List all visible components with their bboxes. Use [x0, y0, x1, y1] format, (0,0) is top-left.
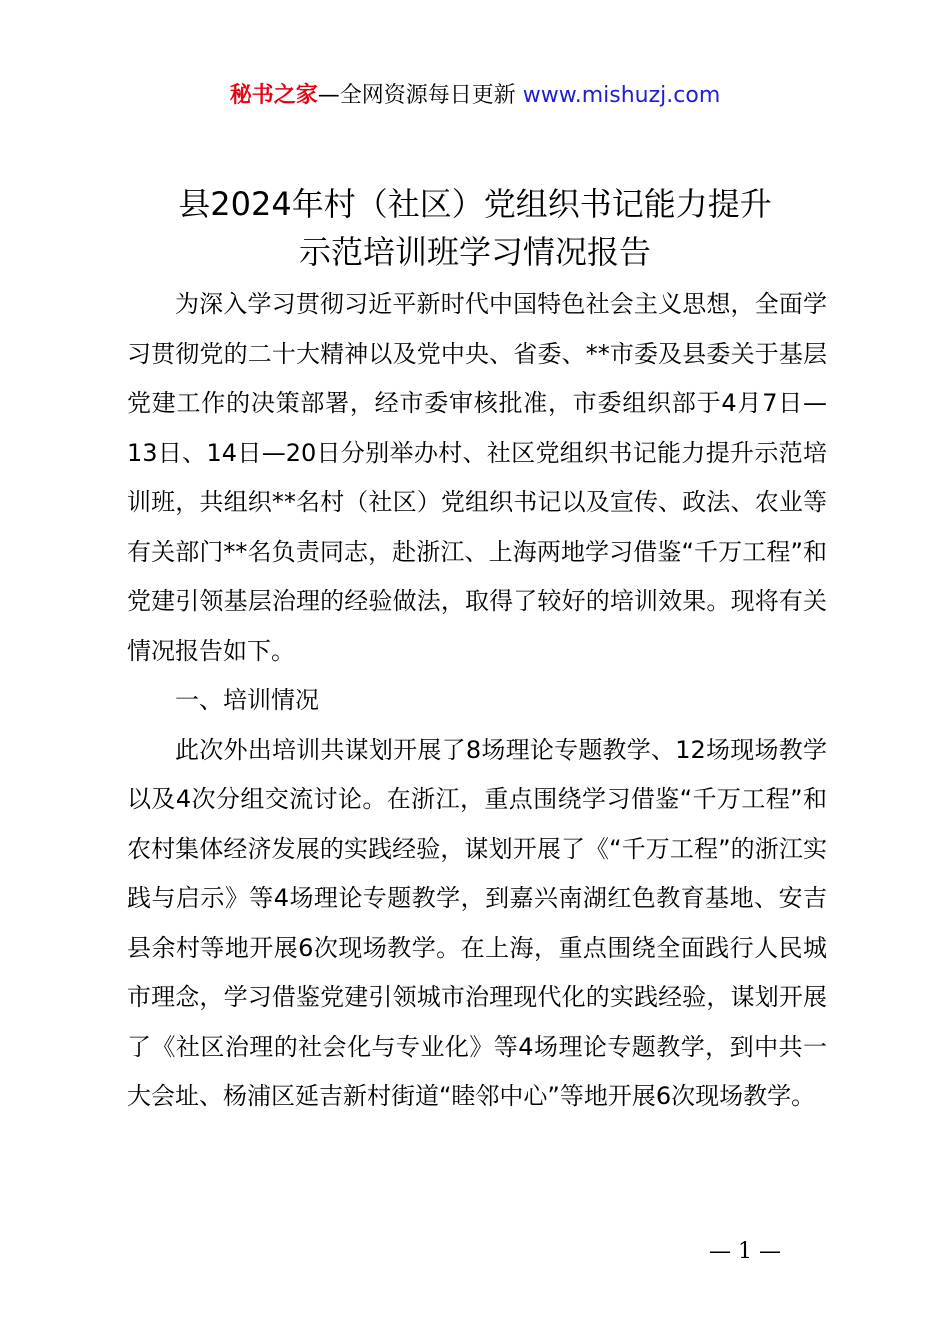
- site-url-link[interactable]: www.mishuzj.com: [522, 83, 721, 108]
- site-slogan: —全网资源每日更新: [317, 83, 523, 108]
- section-heading: 一、培训情况: [175, 686, 319, 714]
- page-number: — 1 —: [709, 1239, 781, 1264]
- document-title-line-1: 县2024年村（社区）党组织书记能力提升: [178, 185, 772, 223]
- section-paragraph: 此次外出培训共谋划开展了8场理论专题教学、12场现场教学以及4次分组交流讨论。在浙江，重点围绕学习借鉴“千万工程”和农村集体经济发展的实践经验，谋划开展了《“千万工程”的浙江实践与启示》等4场理论专题教学，到嘉兴南湖红色教育基地、安吉县余村等地开展6次现场教学。在上海，重点围绕全面践行人民城市理念，学习借鉴党建引领城市治理现代化的实践经验，谋划开展了《社区治理的社会化与专业化》等4场理论专题教学，到中共一大会址、杨浦区延吉新村街道“睦邻中心”等地开展6次现场教学。: [127, 735, 827, 1110]
- document-title-line-2: 示范培训班学习情况报告: [298, 233, 651, 271]
- site-brand: 秘书之家: [229, 83, 318, 108]
- intro-paragraph: 为深入学习贯彻习近平新时代中国特色社会主义思想，全面学习贯彻党的二十大精神以及党中央、省委、**市委及县委关于基层党建工作的决策部署，经市委审核批准，市委组织部于4月7日—13日、14日—20日分别举办村、社区党组织书记能力提升示范培训班，共组织**名村（社区）党组织书记以及宣传、政法、农业等有关部门**名负责同志，赴浙江、上海两地学习借鉴“千万工程”和党建引领基层治理的经验做法，取得了较好的培训效果。现将有关情况报告如下。: [127, 290, 827, 665]
- site-header: [0, 80, 950, 112]
- document-title: [0, 180, 950, 276]
- document-body: [127, 280, 827, 1122]
